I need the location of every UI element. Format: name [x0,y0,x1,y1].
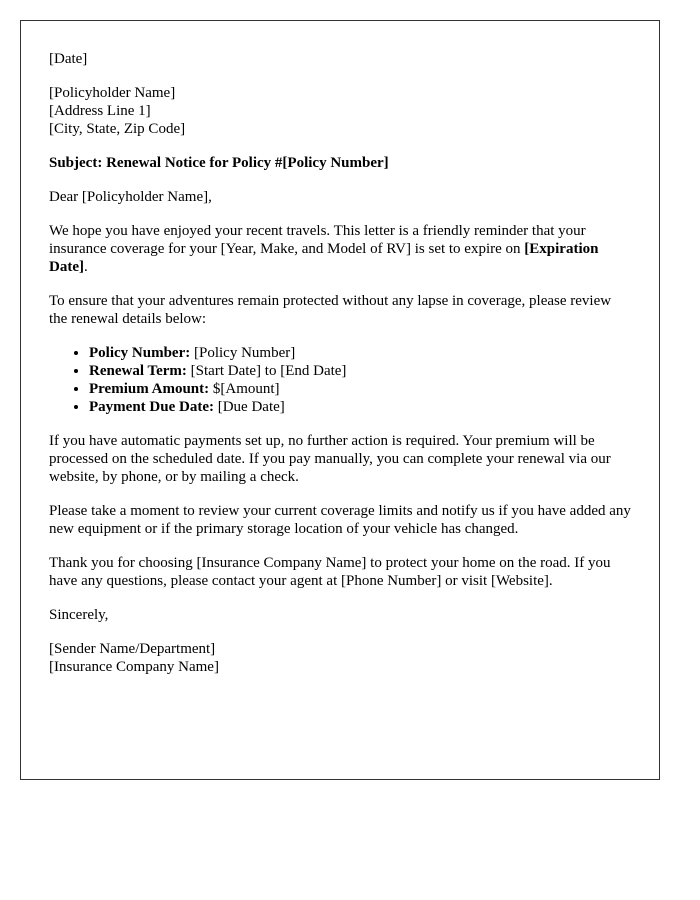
sender-company: [Insurance Company Name] [49,659,219,675]
paragraph-thank-you: Thank you for choosing [Insurance Company Name] to protect your home on the road. If you have any questions, please contact your agent at [Phone Number] or visit [Website]. [49,555,611,589]
detail-value: [Policy Number] [190,345,296,361]
detail-label: Payment Due Date: [89,399,214,415]
recipient-address-line-1: [Address Line 1] [49,103,151,119]
signature-block [49,640,631,676]
detail-policy-number [89,344,631,362]
expiration-date: [Expiration Date] [49,241,599,275]
letter-subject: Subject: Renewal Notice for Policy #[Policy Number] [49,155,389,171]
paragraph-coverage-review: Please take a moment to review your current coverage limits and notify us if you have added any new equipment or if the primary storage location of your vehicle has changed. [49,503,631,537]
letter-date: [Date] [49,51,88,67]
sender-name: [Sender Name/Department] [49,641,216,657]
paragraph-reminder-text: We hope you have enjoyed your recent travels. This letter is a friendly reminder that your insurance coverage for your [Year, Make, and Model of RV] is set to expire on [49,223,586,257]
detail-label: Premium Amount: [89,381,210,397]
renewal-details-list [49,344,631,416]
paragraph-reminder-end: . [83,259,88,275]
recipient-name: [Policyholder Name] [49,85,176,101]
detail-value: $[Amount] [209,381,280,397]
letter-page [20,20,660,780]
letter-salutation: Dear [Policyholder Name], [49,189,212,205]
detail-label: Policy Number: [89,345,191,361]
paragraph-reminder [49,222,631,276]
detail-premium-amount [89,380,631,398]
detail-value: [Due Date] [213,399,285,415]
detail-label: Renewal Term: [89,363,187,379]
paragraph-renewal-intro: To ensure that your adventures remain protected without any lapse in coverage, please review the renewal details below: [49,293,612,327]
detail-payment-due-date [89,398,631,416]
letter-closing: Sincerely, [49,607,109,623]
detail-renewal-term [89,362,631,380]
detail-value: [Start Date] to [End Date] [186,363,347,379]
paragraph-payments: If you have automatic payments set up, no further action is required. Your premium will be processed on the scheduled date. If you pay manually, you can complete your renewal via our website, by phone, or by mailing a check. [49,433,611,485]
recipient-city-state-zip: [City, State, Zip Code] [49,121,186,137]
recipient-address-block [49,84,631,138]
